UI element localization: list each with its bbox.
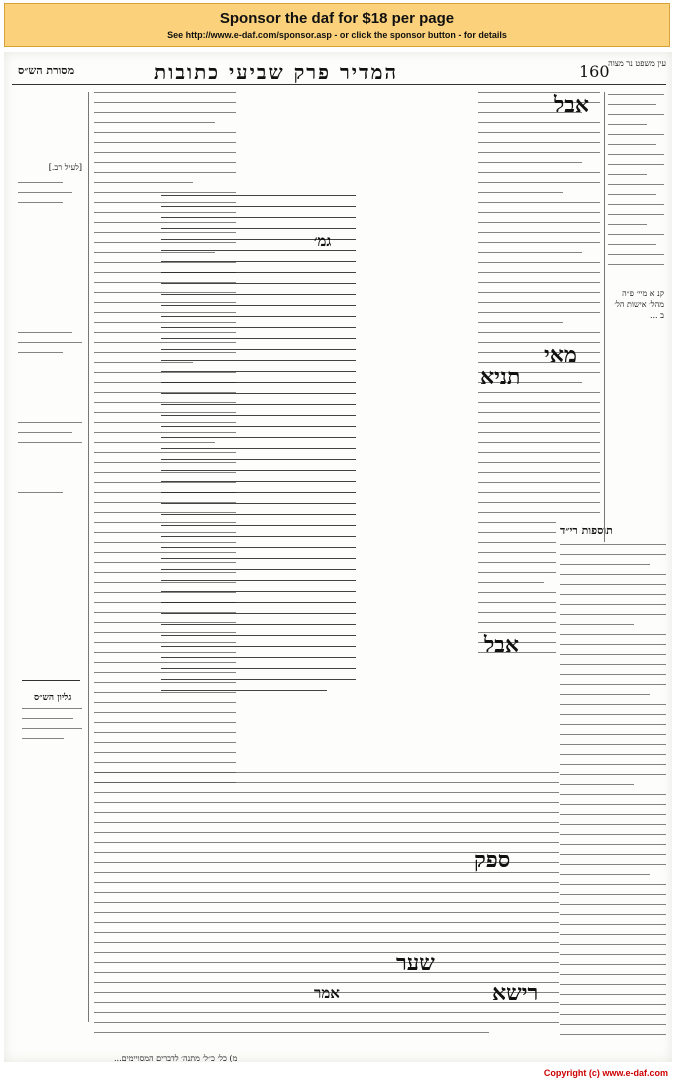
mesoret-hashas-notes: [לעיל רב.] [48, 163, 82, 172]
sponsor-banner-title[interactable]: Sponsor the daf for $18 per page [219, 10, 455, 27]
mesoret-hashas-column [18, 182, 82, 662]
ein-mishpat-header: עין משפט נר מצוה [608, 59, 666, 68]
dibur-sefek: ספק [474, 847, 511, 873]
dibur-reisha: רישא [492, 980, 539, 1006]
ein-mishpat-column [608, 94, 664, 284]
dibur-mai: מאי [544, 342, 577, 368]
page-number: 160 [579, 62, 610, 81]
talmud-page [4, 52, 672, 1062]
dibur-shaar: שער [396, 950, 435, 976]
dibur-gemara: גמ׳ [314, 232, 332, 250]
gemara-text-block [161, 195, 356, 699]
header-rule [12, 84, 666, 85]
dibur-aval-mid: אבל [484, 632, 520, 658]
tosafot-rid-column [560, 544, 666, 1044]
dibur-tanya: תניא [480, 364, 521, 390]
tosafot-rid-title: תוספות רי״ד [560, 524, 613, 537]
bottom-footnote: מ) כל׳ כ״ל׳ מתנה׳ לדברים המסויימים... [114, 1054, 238, 1063]
right-margin-separator [604, 92, 605, 542]
sponsor-banner-subtitle[interactable]: See http://www.e-daf.com/sponsor.asp - or click the sponsor button - for details [167, 30, 507, 40]
left-margin-separator [88, 92, 89, 1022]
gilyon-hashas-column [22, 708, 82, 788]
dibur-aval-top: אבל [554, 92, 590, 118]
ein-mishpat-notes: קנ א מיי׳ פ״ה מהל׳ אישות הל׳ ב ... [614, 289, 664, 320]
page-header [4, 58, 672, 84]
mesoret-hashas-header: מסורת הש״ס [18, 64, 75, 77]
page-title: המדיר פרק שביעי כתובות [154, 60, 398, 84]
dibur-amar: אמר [314, 984, 340, 1002]
sponsor-banner[interactable] [4, 3, 670, 47]
gilyon-hashas-title: גליון הש״ס [34, 693, 72, 703]
rashi-column [478, 92, 600, 522]
copyright-footer[interactable]: Copyright (c) www.e-daf.com [543, 1068, 668, 1078]
gilyon-divider [22, 680, 80, 681]
